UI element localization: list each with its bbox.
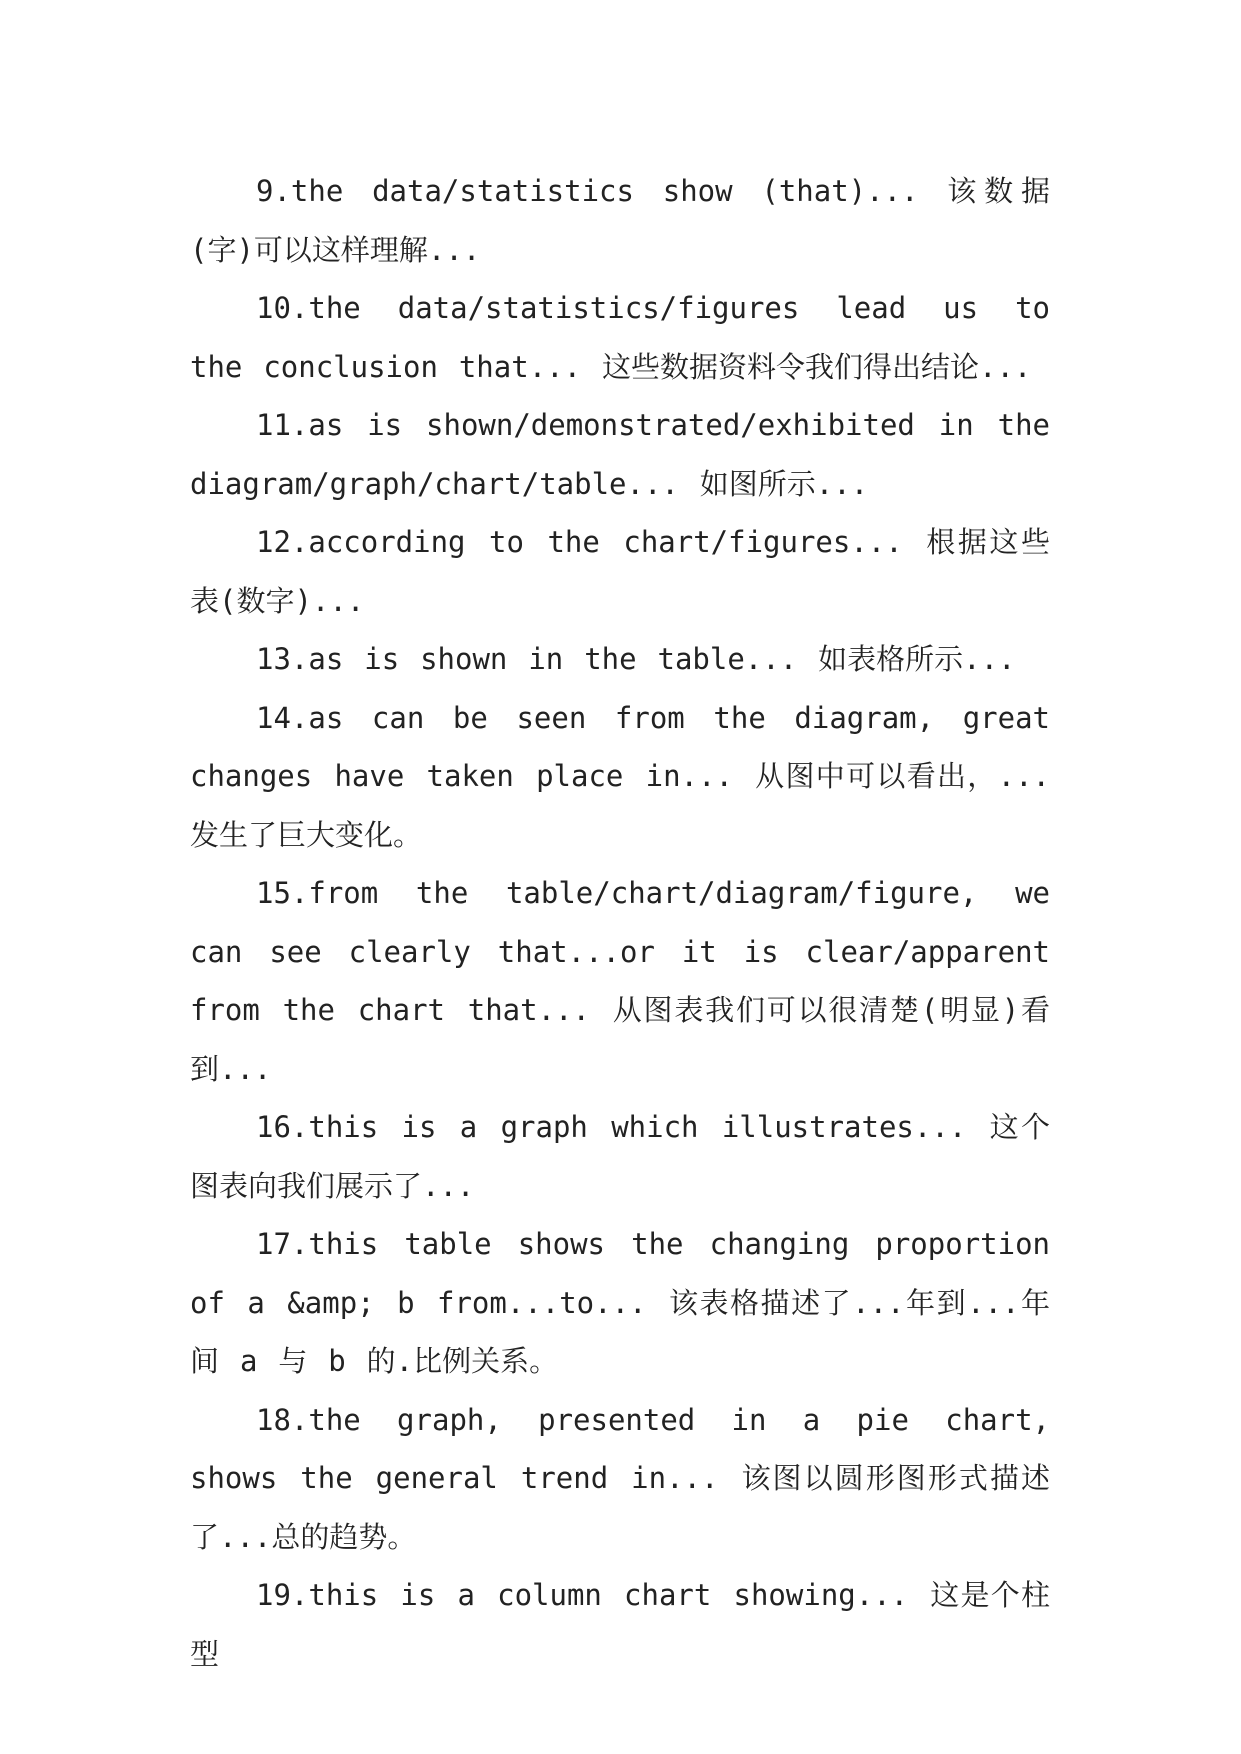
paragraph-16: 16.this is a graph which illustrates... 这个图表向我们展示了... bbox=[190, 1110, 1050, 1203]
paragraph-13: 13.as is shown in the table... 如表格所示... bbox=[256, 642, 1016, 676]
paragraph-12: 12.according to the chart/figures... 根据这些表(数字)... bbox=[190, 525, 1050, 618]
paragraph-14: 14.as can be seen from the diagram, great changes have taken place in... 从图中可以看出，...发生了巨大变化。 bbox=[190, 700, 1050, 852]
paragraph-18: 18.the graph, presented in a pie chart, shows the general trend in... 该图以圆形图形式描述了...总的趋势。 bbox=[190, 1402, 1050, 1554]
paragraph-11: 11.as is shown/demonstrated/exhibited in the diagram/graph/chart/table... 如图所示... bbox=[190, 408, 1050, 501]
document-body bbox=[190, 162, 1050, 1683]
paragraph-17: 17.this table shows the changing proportion of a &amp; b from...to... 该表格描述了...年到...年间 a 与 b 的.比例关系。 bbox=[190, 1227, 1050, 1378]
paragraph-10: 10.the data/statistics/figures lead us to the conclusion that... 这些数据资料令我们得出结论... bbox=[190, 291, 1050, 384]
paragraph-19: 19.this is a column chart showing... 这是个柱型 bbox=[190, 1578, 1050, 1671]
paragraph-15: 15.from the table/chart/diagram/figure, we can see clearly that...or it is clear/apparent from the chart that... 从图表我们可以很清楚(明显)看到... bbox=[190, 876, 1050, 1086]
paragraph-9: 9.the data/statistics show (that)... 该数据(字)可以这样理解... bbox=[190, 174, 1050, 267]
